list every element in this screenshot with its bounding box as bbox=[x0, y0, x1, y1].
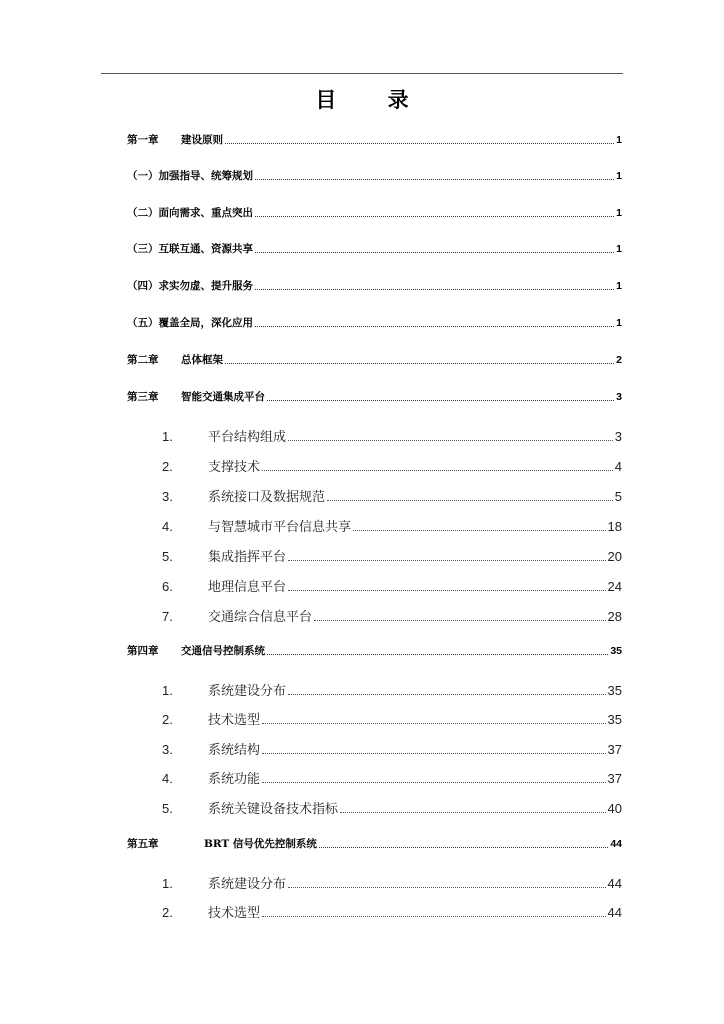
toc-entry[interactable] bbox=[127, 643, 622, 658]
toc-entry[interactable] bbox=[162, 426, 622, 445]
toc-page-number: 1 bbox=[616, 280, 622, 292]
toc-item-number: 3. bbox=[162, 742, 173, 757]
toc-entry[interactable] bbox=[162, 798, 622, 817]
toc-entry-title: 交通综合信息平台 bbox=[208, 610, 313, 625]
toc-entry-title: （三）互联互通、资源共享 bbox=[127, 243, 253, 255]
dot-leader bbox=[267, 399, 614, 401]
toc-item-number: 2. bbox=[162, 459, 173, 474]
toc-entry-title: （五）覆盖全局，深化应用 bbox=[127, 317, 253, 329]
toc-item-number: 2. bbox=[162, 905, 173, 920]
toc-page-number: 20 bbox=[607, 549, 622, 564]
dot-leader bbox=[288, 559, 606, 561]
toc-title: 目 录 bbox=[315, 88, 431, 112]
toc-entry[interactable] bbox=[127, 205, 622, 220]
toc-entry[interactable] bbox=[127, 352, 622, 367]
dot-leader bbox=[262, 752, 606, 754]
toc-entry-title: 交通信号控制系统 bbox=[181, 645, 265, 657]
toc-entry-title: 建设原则 bbox=[181, 134, 223, 146]
toc-entry-title: 技术选型 bbox=[208, 713, 261, 728]
dot-leader bbox=[255, 325, 614, 327]
toc-entry[interactable] bbox=[162, 709, 622, 728]
toc-page-number: 28 bbox=[607, 609, 622, 624]
dot-leader bbox=[288, 589, 606, 591]
toc-entry-title: 系统关键设备技术指标 bbox=[208, 802, 339, 817]
toc-item-number: 1. bbox=[162, 683, 173, 698]
dot-leader bbox=[255, 288, 614, 290]
toc-entry[interactable] bbox=[162, 680, 622, 699]
toc-entry[interactable] bbox=[162, 576, 622, 595]
dot-leader bbox=[225, 142, 614, 144]
dot-leader bbox=[255, 251, 614, 253]
toc-entry-title: （四）求实勿虚、提升服务 bbox=[127, 280, 253, 292]
dot-leader bbox=[353, 529, 606, 531]
toc-page-number: 35 bbox=[607, 712, 622, 727]
toc-page-number: 4 bbox=[614, 459, 622, 474]
dot-leader bbox=[327, 499, 613, 501]
toc-page-number: 35 bbox=[607, 683, 622, 698]
toc-entry-title: BRT 信号优先控制系统 bbox=[204, 838, 317, 850]
toc-entry-title: 地理信息平台 bbox=[208, 580, 287, 595]
dot-leader bbox=[314, 619, 606, 621]
toc-chapter-label: 第三章 bbox=[127, 391, 159, 403]
dot-leader bbox=[225, 362, 614, 364]
toc-entry[interactable] bbox=[127, 278, 622, 293]
dot-leader bbox=[319, 846, 608, 848]
toc-item-number: 2. bbox=[162, 712, 173, 727]
toc-chapter-label: 第一章 bbox=[127, 134, 159, 146]
toc-entry-title: 总体框架 bbox=[181, 354, 223, 366]
dot-leader bbox=[262, 469, 613, 471]
toc-page-number: 44 bbox=[607, 876, 622, 891]
toc-chapter-label: 第四章 bbox=[127, 645, 159, 657]
toc-entry[interactable] bbox=[127, 132, 622, 147]
toc-entry[interactable] bbox=[162, 768, 622, 787]
toc-entry-title: （一）加强指导、统筹规划 bbox=[127, 170, 253, 182]
dot-leader bbox=[262, 722, 606, 724]
toc-page-number: 1 bbox=[616, 207, 622, 219]
toc-entry[interactable] bbox=[127, 168, 622, 183]
toc-page-number: 24 bbox=[607, 579, 622, 594]
toc-entry-title: 与智慧城市平台信息共享 bbox=[208, 520, 352, 535]
dot-leader bbox=[267, 653, 608, 655]
toc-item-number: 5. bbox=[162, 549, 173, 564]
toc-page-number: 37 bbox=[607, 742, 622, 757]
toc-item-number: 4. bbox=[162, 519, 173, 534]
toc-page-number: 5 bbox=[614, 489, 622, 504]
toc-entry-title: （二）面向需求、重点突出 bbox=[127, 207, 253, 219]
dot-leader bbox=[262, 915, 606, 917]
toc-page-number: 1 bbox=[616, 317, 622, 329]
toc-page-number: 40 bbox=[607, 801, 622, 816]
dot-leader bbox=[255, 178, 614, 180]
toc-page-number: 35 bbox=[610, 645, 622, 657]
toc-page-number: 3 bbox=[616, 391, 622, 403]
toc-entry[interactable] bbox=[162, 902, 622, 921]
toc-page-number: 2 bbox=[616, 354, 622, 366]
toc-item-number: 5. bbox=[162, 801, 173, 816]
toc-entry-title: 技术选型 bbox=[208, 906, 261, 921]
toc-entry[interactable] bbox=[162, 456, 622, 475]
toc-entry-title: 智能交通集成平台 bbox=[181, 391, 265, 403]
toc-entry[interactable] bbox=[127, 241, 622, 256]
toc-entry[interactable] bbox=[162, 739, 622, 758]
toc-entry-title: 系统结构 bbox=[208, 743, 261, 758]
toc-item-number: 4. bbox=[162, 771, 173, 786]
toc-entry-title: 平台结构组成 bbox=[208, 430, 287, 445]
toc-entry-title: 系统建设分布 bbox=[208, 684, 287, 699]
toc-page-number: 1 bbox=[616, 134, 622, 146]
dot-leader bbox=[255, 215, 614, 217]
toc-entry-title: 支撑技术 bbox=[208, 460, 261, 475]
toc-page-number: 3 bbox=[614, 429, 622, 444]
toc-entry[interactable] bbox=[127, 389, 622, 404]
toc-chapter-label: 第五章 bbox=[127, 838, 159, 850]
dot-leader bbox=[288, 693, 606, 695]
toc-page-number: 44 bbox=[607, 905, 622, 920]
dot-leader bbox=[288, 439, 613, 441]
toc-entry[interactable] bbox=[162, 486, 622, 505]
toc-entry-title: 系统接口及数据规范 bbox=[208, 490, 326, 505]
toc-item-number: 7. bbox=[162, 609, 173, 624]
toc-item-number: 6. bbox=[162, 579, 173, 594]
toc-page-number: 1 bbox=[616, 170, 622, 182]
dot-leader bbox=[288, 886, 606, 888]
toc-entry-title: 集成指挥平台 bbox=[208, 550, 287, 565]
toc-entry-title: 系统功能 bbox=[208, 772, 261, 787]
toc-page-number: 37 bbox=[607, 771, 622, 786]
toc-entry[interactable] bbox=[127, 315, 622, 330]
toc-entry[interactable] bbox=[162, 873, 622, 892]
toc-chapter-label: 第二章 bbox=[127, 354, 159, 366]
toc-item-number: 3. bbox=[162, 489, 173, 504]
dot-leader bbox=[340, 811, 606, 813]
toc-item-number: 1. bbox=[162, 429, 173, 444]
toc-entry-title: 系统建设分布 bbox=[208, 877, 287, 892]
toc-entry[interactable] bbox=[162, 516, 622, 535]
dot-leader bbox=[262, 781, 606, 783]
toc-entry[interactable] bbox=[162, 606, 622, 625]
toc-page-number: 1 bbox=[616, 243, 622, 255]
toc-item-number: 1. bbox=[162, 876, 173, 891]
toc-entry[interactable] bbox=[127, 836, 622, 851]
toc-page-number: 18 bbox=[607, 519, 622, 534]
toc-page-number: 44 bbox=[610, 838, 622, 850]
toc-entry[interactable] bbox=[162, 546, 622, 565]
header-rule bbox=[101, 73, 623, 74]
